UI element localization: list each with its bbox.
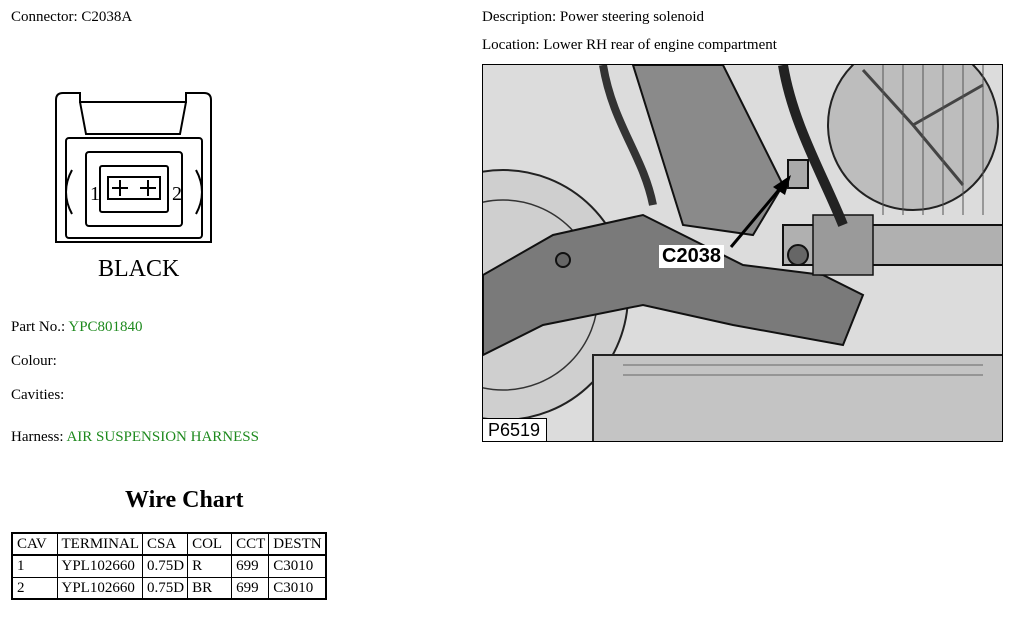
part-no-label: Part No.: — [11, 319, 66, 335]
connector-value: C2038A — [81, 9, 133, 25]
harness-value[interactable]: AIR SUSPENSION HARNESS — [66, 429, 259, 445]
header-terminal: TERMINAL — [57, 533, 143, 555]
pin-1-label: 1 — [90, 183, 100, 205]
harness-line — [11, 429, 259, 446]
location-line — [482, 37, 777, 54]
cell-cav: 2 — [12, 577, 57, 599]
wire-chart-table — [11, 532, 327, 600]
cell-cav: 1 — [12, 555, 57, 577]
harness-label: Harness: — [11, 429, 64, 445]
pin-2-label: 2 — [172, 183, 182, 205]
connector-line — [11, 9, 132, 26]
figure-id-label: P6519 — [483, 418, 547, 441]
colour-line — [11, 353, 57, 370]
location-value: Lower RH rear of engine compartment — [543, 37, 777, 53]
cell-csa: 0.75D — [143, 577, 188, 599]
description-value: Power steering solenoid — [559, 9, 705, 25]
connector-face-diagram — [50, 88, 225, 288]
cell-terminal: YPL102660 — [57, 555, 143, 577]
cell-col: R — [188, 555, 232, 577]
cell-csa: 0.75D — [143, 555, 188, 577]
description-label: Description: — [482, 9, 557, 25]
cell-destn: C3010 — [269, 577, 326, 599]
header-csa: CSA — [143, 533, 188, 555]
connector-colour-text: BLACK — [98, 256, 180, 282]
cell-cct: 699 — [232, 577, 269, 599]
location-label: Location: — [482, 37, 540, 53]
connector-callout-label: C2038 — [659, 245, 724, 268]
engine-bay-illustration — [483, 65, 1003, 442]
part-no-line — [11, 319, 143, 336]
part-no-value[interactable]: YPC801840 — [68, 319, 143, 335]
description-line — [482, 9, 704, 26]
cell-col: BR — [188, 577, 232, 599]
cell-terminal: YPL102660 — [57, 577, 143, 599]
cell-destn: C3010 — [269, 555, 326, 577]
header-cav: CAV — [12, 533, 57, 555]
wire-chart-header-row — [12, 533, 326, 555]
colour-label: Colour: — [11, 353, 57, 369]
header-destn: DESTN — [269, 533, 326, 555]
wire-chart-title: Wire Chart — [125, 487, 244, 513]
header-col: COL — [188, 533, 232, 555]
table-row — [12, 555, 326, 577]
cavities-line — [11, 387, 64, 404]
cell-cct: 699 — [232, 555, 269, 577]
header-cct: CCT — [232, 533, 269, 555]
cavities-label: Cavities: — [11, 387, 65, 403]
location-photo — [482, 64, 1003, 442]
table-row — [12, 577, 326, 599]
connector-label: Connector: — [11, 9, 78, 25]
